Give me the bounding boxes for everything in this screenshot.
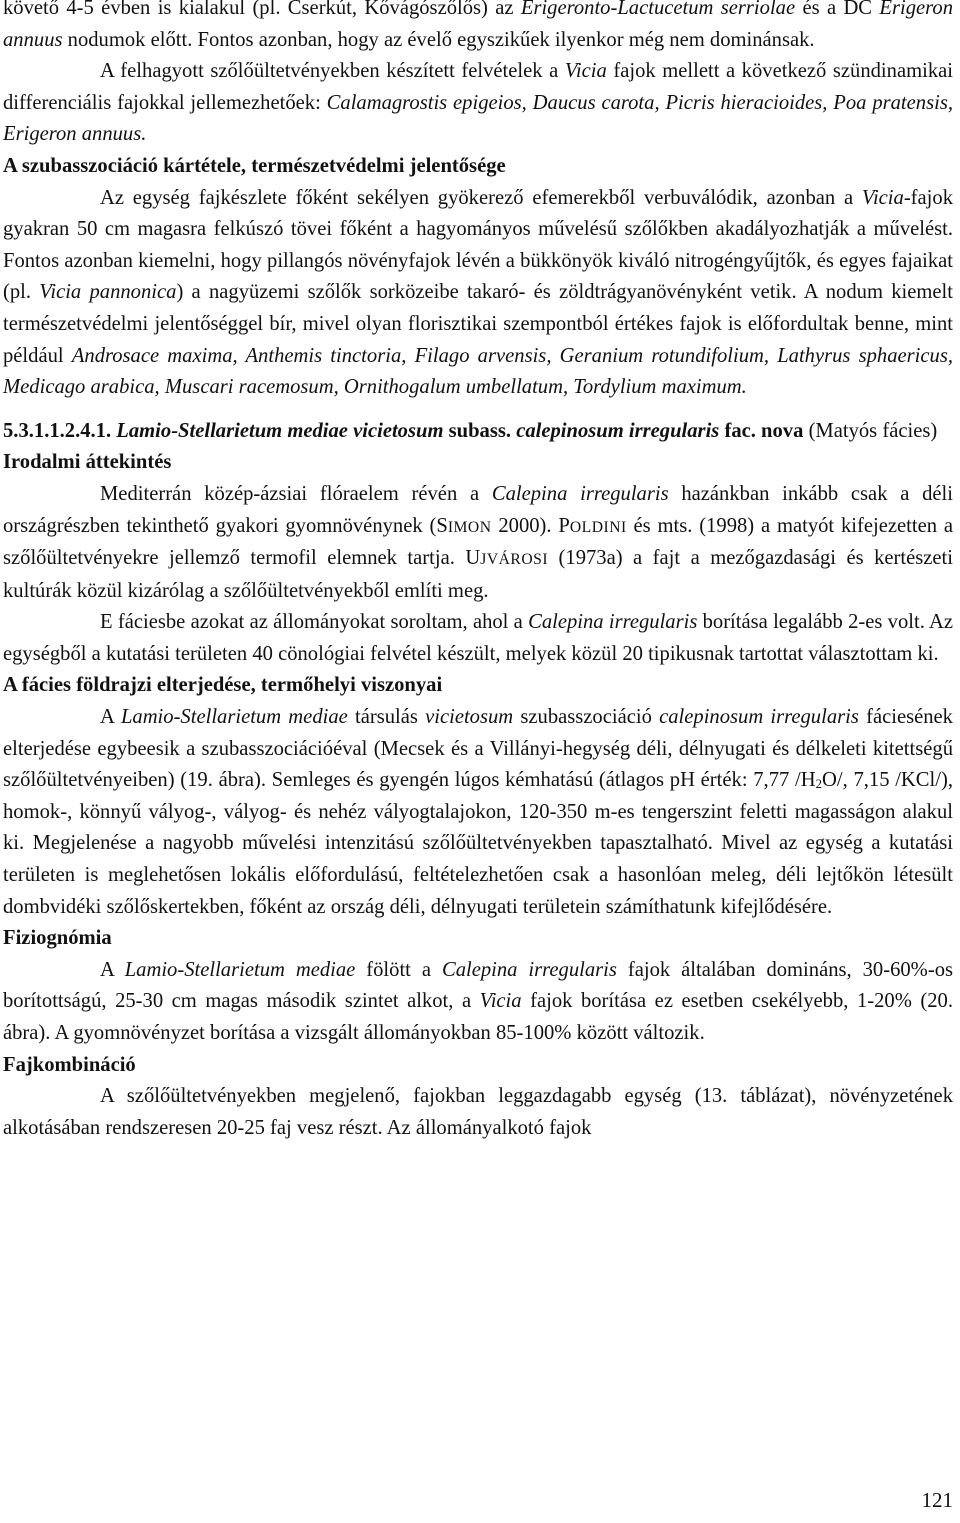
paragraph-species-combination: A szőlőültetvényekben megjelenő, fajokban leggazdagabb egység (13. táblázat), növényzetének alkotásában rendszeresen 20-25 faj vesz részt. Az állományalkotó fajok bbox=[3, 1085, 953, 1139]
paragraph-facies-definition: E fáciesbe azokat az állományokat soroltam, ahol a Calepina irregularis borítása legalább 2-es volt. Az egységből a kutatási területen 40 cönológiai felvétel készült, melyek közül 20 tipikusnak tartottat választottam ki. bbox=[3, 611, 953, 665]
heading-damage-conservation: A szubasszociáció kártétele, természetvédelmi jelentősége bbox=[3, 154, 506, 177]
paragraph-literature: Mediterrán közép-ázsiai flóraelem révén a Calepina irregularis hazánkban inkább csak a déli országrészben tekinthető gyakori gyomnövénynek (SIMON 2000). POLDINI és mts. (1998) a matyót kifejezetten a szőlőültetvényekre jellemző termofil elemnek tartja. UJVÁROSI (1973a) a fajt a mezőgazdasági és kertészeti kultúrák közül kizárólag a szőlőültetvényekből említi meg. bbox=[3, 482, 953, 602]
heading-literature: Irodalmi áttekintés bbox=[3, 451, 172, 474]
paragraph-continued: követő 4-5 évben is kialakul (pl. Cserkút, Kővágószőlős) az Erigeronto-Lactucetum serriolae és a DC Erigeron annuus nodumok előtt. Fontos azonban, hogy az évelő egyszikűek ilyenkor még nem dominánsak. bbox=[3, 0, 953, 51]
section-number: 5.3.1.1.2.4.1. bbox=[3, 419, 112, 442]
page-number: 121 bbox=[921, 1488, 953, 1512]
paragraph-damage-conservation: Az egység fajkészlete főként sekélyen gyökerező efemerekből verbuválódik, azonban a Vicia-fajok gyakran 50 cm magasra felkúszó tövei főként a hagyományos művelésű szőlőkben akadályozhatják a művelést. Fontos azonban kiemelni, hogy pillangós növényfajok lévén a bükkönyök kiváló nitrogéngyűjtők, és egyes fajaikat (pl. Vicia pannonica) a nagyüzemi szőlők sorközeibe takaró- és zöldtrágyanövényként vetik. A nodum kiemelt természetvédelmi jelentőséggel bír, mivel olyan florisztikai szempontból értékes fajok is előfordultak benne, mint például Androsace maxima, Anthemis tinctoria, Filago arvensis, Geranium rotundifolium, Lathyrus sphaericus, Medicago arabica, Muscari racemosum, Ornithogalum umbellatum, Tordylium maximum. bbox=[3, 186, 953, 399]
section-name: Lamio-Stellarietum mediae vicietosum bbox=[116, 419, 444, 442]
paragraph-physiognomy: A Lamio-Stellarietum mediae fölött a Calepina irregularis fajok általában domináns, 30-60%-os borítottságú, 25-30 cm magas második szintet alkot, a Vicia fajok borítása ez esetben csekélyebb, 1-20% (20. ábra). A gyomnövényzet borítása a vizsgált állományokban 85-100% között változik. bbox=[3, 958, 953, 1044]
heading-physiognomy: Fiziognómia bbox=[3, 927, 112, 950]
body-text bbox=[3, 0, 953, 1144]
author-poldini: POLDINI bbox=[558, 514, 627, 537]
author-ujvarosi: UJVÁROSI bbox=[465, 547, 549, 570]
author-simon: SIMON bbox=[436, 514, 492, 537]
heading-distribution: A fácies földrajzi elterjedése, termőhelyi viszonyai bbox=[3, 674, 443, 697]
heading-species-combination: Fajkombináció bbox=[3, 1053, 136, 1076]
paragraph-abandoned-vineyards: A felhagyott szőlőültetvényekben készített felvételek a Vicia fajok mellett a következő szündinamikai differenciális fajokkal jellemezhetőek: Calamagrostis epigeios, Daucus carota, Picris hieracioides, Poa pratensis, Erigeron annuus. bbox=[3, 60, 953, 146]
paragraph-distribution: A Lamio-Stellarietum mediae társulás vicietosum szubasszociáció calepinosum irregularis fáciesének elterjedése egybeesik a szubasszociációéval (Mecsek és a Villányi-hegység déli, délnyugati és délkeleti kitettségű szőlőültetvényeiben) (19. ábra). Semleges és gyengén lúgos kémhatású (átlagos pH érték: 7,77 $/H_2O/$, 7,15 /KCl/), homok-, könnyű vályog-, vályog- és nehéz vályogtalajokon, 120-350 m-es tengerszint feletti magasságon alakul ki. Megjelenése a nagyobb művelési intenzitású szőlőültetvényekben tapasztalható. Mivel az egység a kutatási területen is meglehetősen lokális előfordulású, feltételezhetően csak a hasonlóan meleg, déli lejtőkön létesült dombvidéki szőlőskertekben, főként az ország déli, délnyugati területein számíthatunk kifejlődésére. bbox=[3, 706, 953, 918]
section-heading: 5.3.1.1.2.4.1. Lamio-Stellarietum mediae vicietosum subass. calepinosum irregularis fac. nova (Matyós fácies) bbox=[3, 419, 938, 442]
